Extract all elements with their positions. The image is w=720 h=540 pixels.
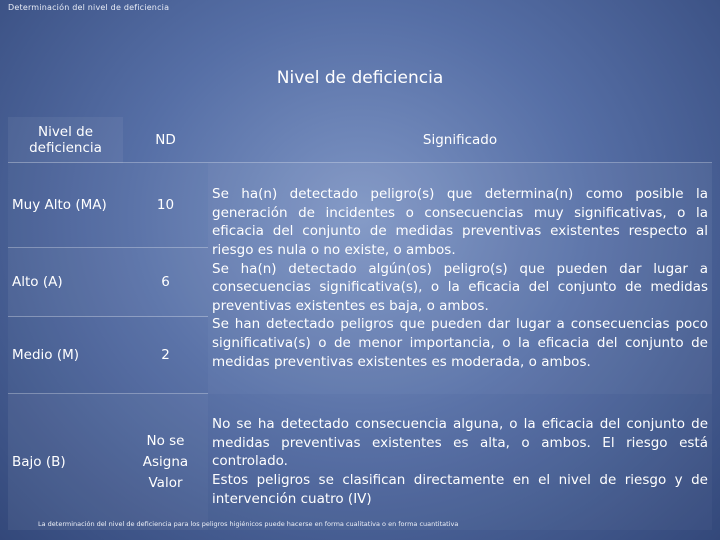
meaning-text: No se ha detectado consecuencia alguna, o la eficacia del conjunto de medidas preventivas existentes es alta, o ambos. El riesgo está controlado.	[212, 416, 708, 470]
meaning-cell-upper	[208, 163, 712, 394]
meaning-text: Estos peligros se clasifican directamente en el nivel de riesgo y de intervención cuatro (IV)	[212, 472, 708, 507]
nd-cell: No se Asigna Valor	[123, 394, 208, 531]
nd-cell: 10	[123, 163, 208, 248]
header-nd: ND	[155, 131, 176, 148]
meaning-text: Se ha(n) detectado algún(os) peligro(s) que pueden dar lugar a consecuencias significativa(s), o la eficacia del conjunto de medidas preventivas existentes es baja, o ambos.	[212, 260, 708, 314]
table-row	[8, 163, 712, 248]
footnote: La determinación del nivel de deficiencia para los peligros higiénicos puede hacerse en forma cualitativa o en forma cuantitativa	[38, 520, 459, 528]
meaning-text: Se ha(n) detectado peligro(s) que determina(n) como posible la generación de incidentes o consecuencias muy significativas, o la eficacia del conjunto de medidas preventivas existentes respecto al riesgo es nula o no existe, o ambos.	[212, 186, 708, 259]
header-meaning: Significado	[422, 131, 498, 148]
level-cell: Muy Alto (MA)	[8, 163, 123, 248]
meaning-text: Se han detectado peligros que pueden dar lugar a consecuencias poco significativa(s) o de menor importancia, o la eficacia del conjunto de medidas preventivas existentes es moderada, o ambos.	[212, 316, 708, 370]
level-cell: Alto (A)	[8, 248, 123, 317]
nd-cell: 6	[123, 248, 208, 317]
header-level: Nivel de deficiencia	[8, 117, 123, 163]
nd-cell: 2	[123, 317, 208, 394]
level-cell: Bajo (B)	[8, 394, 123, 531]
deficiency-table	[8, 117, 712, 530]
slide-small-title: Determinación del nivel de deficiencia	[8, 3, 170, 12]
level-cell: Medio (M)	[8, 317, 123, 394]
meaning-cell-lower	[208, 394, 712, 531]
table-row	[8, 394, 712, 531]
slide-title: Nivel de deficiencia	[276, 68, 444, 88]
table-header-row	[8, 117, 712, 163]
